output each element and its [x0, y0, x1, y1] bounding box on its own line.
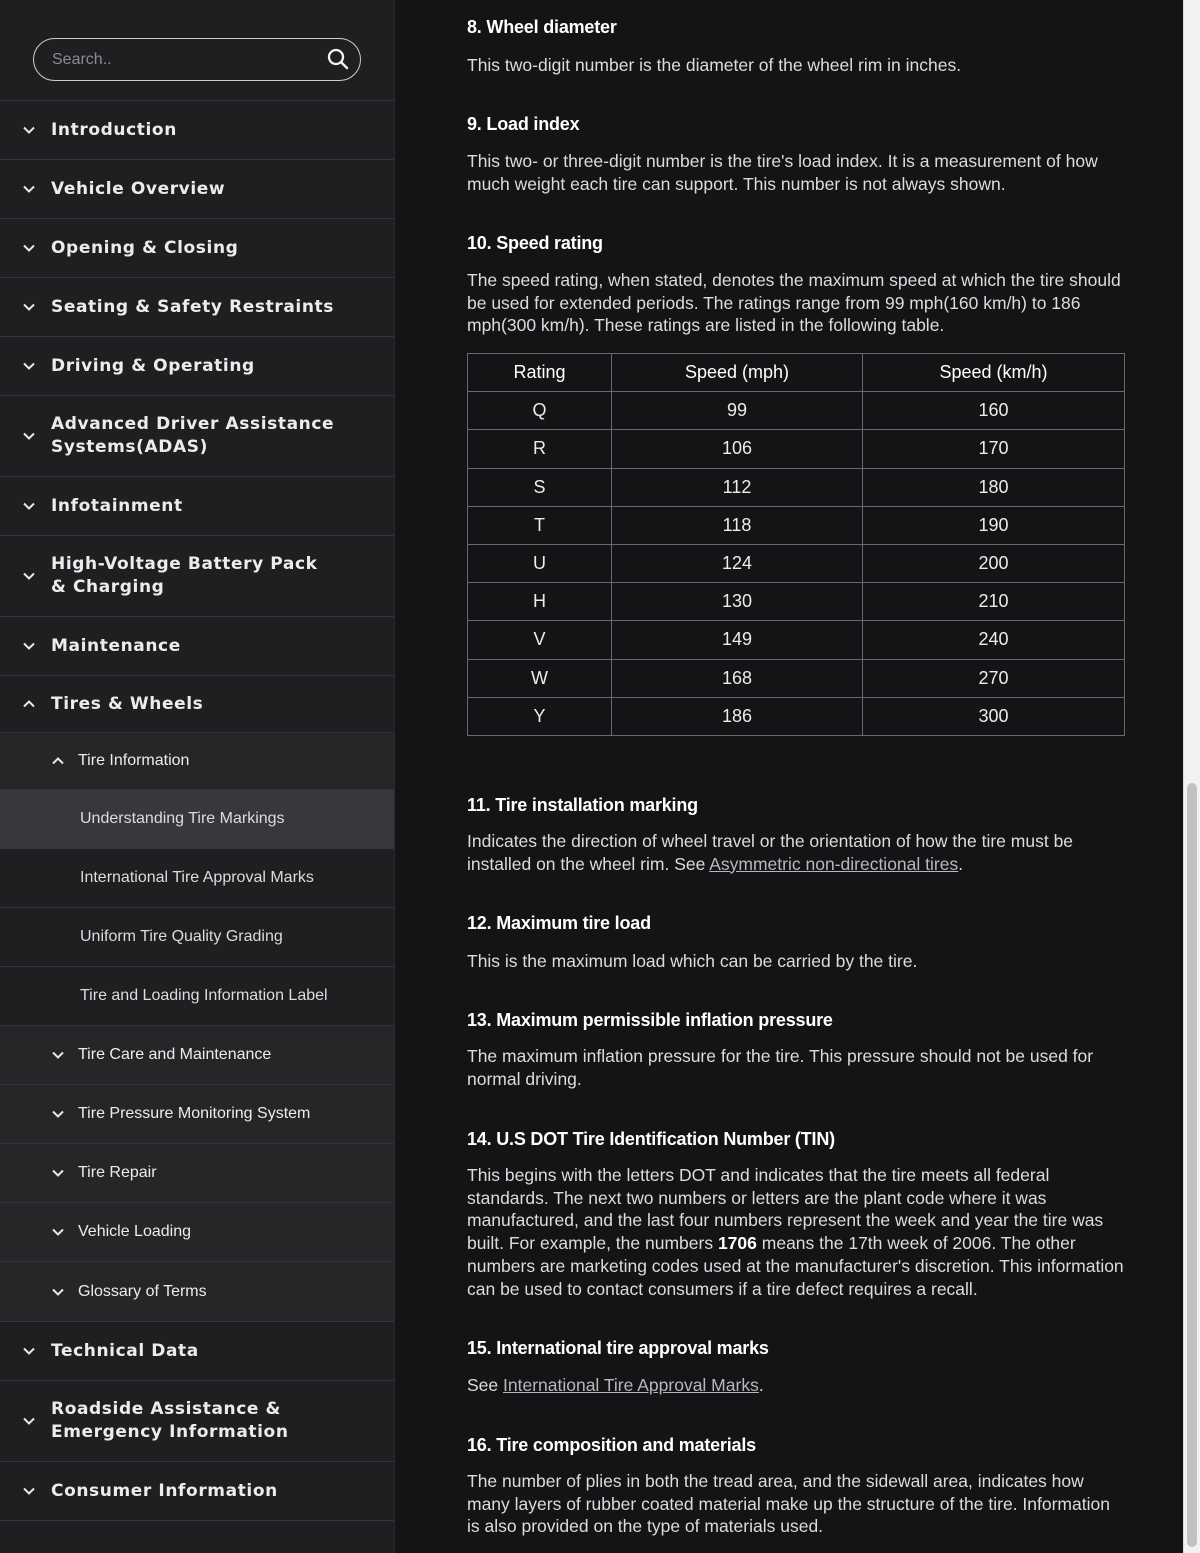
sidebar [0, 0, 395, 1553]
sidebar-item-label: Tire Pressure Monitoring System [78, 1105, 311, 1122]
body-text: . [758, 1375, 764, 1395]
section-body: This is the maximum load which can be carried by the tire. [467, 951, 918, 971]
sidebar-item-infotainment[interactable] [0, 477, 394, 536]
section-title: 10. Speed rating [467, 233, 603, 253]
chevron-down-icon [22, 182, 36, 196]
section-body [467, 1164, 1127, 1300]
body-text: This begins with the letters DOT and indicates that the tire meets all federal standards. The next two numbers or letters are the plant code where it was manufactured, and the last four numbers represent the week and year the tire was built. For example, the numbers [467, 1165, 1104, 1254]
sidebar-item-tires-wheels[interactable] [0, 676, 394, 733]
section-title: 8. Wheel diameter [467, 17, 617, 37]
table-cell: S [468, 468, 612, 506]
table-cell: 124 [612, 544, 863, 582]
table-cell: V [468, 621, 612, 659]
table-header: Rating [468, 354, 612, 392]
table-cell: 160 [863, 392, 1125, 430]
table-cell: Q [468, 392, 612, 430]
sidebar-item-tpms[interactable] [0, 1085, 394, 1144]
example-number: 1706 [717, 1233, 757, 1254]
sidebar-item-label: Tire and Loading Information Label [80, 987, 328, 1004]
sidebar-item-label: Tire Information [78, 752, 190, 769]
section-body: The maximum inflation pressure for the tire. This pressure should not be used for normal driving. [467, 1046, 1094, 1089]
table-cell: 130 [612, 583, 863, 621]
sidebar-item-driving-operating[interactable] [0, 337, 394, 396]
sidebar-item-label: Maintenance [51, 635, 181, 656]
table-cell: W [468, 659, 612, 697]
sidebar-item-technical-data[interactable] [0, 1322, 394, 1381]
chevron-down-icon [51, 1107, 65, 1121]
section-title: 11. Tire installation marking [467, 795, 698, 815]
chevron-down-icon [22, 300, 36, 314]
chevron-down-icon [22, 359, 36, 373]
sidebar-item-label: Glossary of Terms [78, 1282, 207, 1300]
sidebar-item-tire-loading-label[interactable] [0, 967, 394, 1026]
sidebar-item-tire-repair[interactable] [0, 1144, 394, 1203]
table-cell: 270 [863, 659, 1125, 697]
section-body [467, 1374, 1127, 1397]
sidebar-item-label: Infotainment [51, 495, 183, 516]
sidebar-item-international-tire-approval-marks[interactable] [0, 849, 394, 908]
table-header: Speed (mph) [612, 354, 863, 392]
table-row [468, 659, 1125, 697]
sidebar-item-tire-care[interactable] [0, 1026, 394, 1085]
section-title: 15. International tire approval marks [467, 1338, 769, 1358]
chevron-down-icon [22, 1344, 36, 1358]
section-body: This two- or three-digit number is the tire's load index. It is a measurement of how much weight each tire can support. This number is not always shown. [467, 151, 1098, 194]
chevron-down-icon [51, 1285, 65, 1299]
search-icon[interactable] [327, 48, 349, 70]
table-cell: Y [468, 697, 612, 735]
chevron-down-icon [22, 123, 36, 137]
chevron-down-icon [51, 1166, 65, 1180]
sidebar-item-tire-information[interactable] [0, 733, 394, 790]
sidebar-item-seating-safety[interactable] [0, 278, 394, 337]
search-input[interactable] [50, 39, 324, 81]
chevron-down-icon [22, 429, 36, 443]
sidebar-item-label: Opening & Closing [51, 237, 239, 258]
table-cell: 99 [612, 392, 863, 430]
scrollbar-thumb[interactable] [1187, 783, 1197, 1547]
table-cell: 112 [612, 468, 863, 506]
section-title: 16. Tire composition and materials [467, 1435, 756, 1455]
chevron-down-icon [51, 1048, 65, 1062]
sidebar-item-maintenance[interactable] [0, 617, 394, 676]
sidebar-item-opening-closing[interactable] [0, 219, 394, 278]
table-cell: 210 [863, 583, 1125, 621]
asymmetric-tires-link[interactable]: Asymmetric non-directional tires [709, 853, 959, 874]
chevron-down-icon [22, 1414, 36, 1428]
chevron-down-icon [22, 499, 36, 513]
sidebar-item-label: Seating & Safety Restraints [51, 296, 334, 317]
table-cell: 118 [612, 506, 863, 544]
chevron-up-icon [22, 697, 36, 711]
table-cell: R [468, 430, 612, 468]
sidebar-item-battery-charging[interactable] [0, 536, 394, 617]
international-approval-marks-link[interactable]: International Tire Approval Marks [503, 1375, 759, 1395]
sidebar-item-label: Tires & Wheels [51, 693, 204, 714]
body-text: means the 17th week of 2006. The other numbers are marketing codes used at the manufacturer's discretion. This information can be used to contact consumers if a tire defect requires a recall. [467, 1233, 1124, 1299]
sidebar-item-label: High-Voltage Battery Pack & Charging [51, 554, 318, 597]
sidebar-item-understanding-tire-markings[interactable] [0, 790, 394, 849]
search-area [0, 0, 394, 101]
sidebar-item-glossary[interactable] [0, 1262, 394, 1322]
sidebar-item-vehicle-overview[interactable] [0, 160, 394, 219]
section-title: 13. Maximum permissible inflation pressure [467, 1010, 833, 1030]
sidebar-item-label: Tire Repair [78, 1164, 157, 1181]
sidebar-item-label: Driving & Operating [51, 355, 255, 376]
table-cell: H [468, 583, 612, 621]
body-text: . [958, 853, 964, 874]
table-row [468, 544, 1125, 582]
table-cell: 170 [863, 430, 1125, 468]
section-body: The number of plies in both the tread area, and the sidewall area, indicates how many layers of rubber coated material make up the structure of the tire. Information is also provided on the type of materials used. [467, 1471, 1110, 1537]
chevron-down-icon [22, 1484, 36, 1498]
table-row [468, 697, 1125, 735]
sidebar-item-consumer-information[interactable] [0, 1462, 394, 1521]
table-cell: 300 [863, 697, 1125, 735]
sidebar-item-label: Vehicle Overview [51, 178, 226, 199]
sidebar-item-label: Vehicle Loading [78, 1223, 191, 1240]
sidebar-item-introduction[interactable] [0, 101, 394, 160]
table-cell: 106 [612, 430, 863, 468]
sidebar-item-label: Tire Care and Maintenance [78, 1046, 272, 1063]
speed-rating-table [467, 353, 1125, 736]
section-title: 14. U.S DOT Tire Identification Number (TIN) [467, 1129, 835, 1149]
chevron-down-icon [22, 639, 36, 653]
table-row [468, 430, 1125, 468]
body-text: See [467, 1375, 503, 1395]
table-cell: 168 [612, 659, 863, 697]
table-cell: 186 [612, 697, 863, 735]
section-title: 12. Maximum tire load [467, 913, 651, 933]
table-header: Speed (km/h) [863, 354, 1125, 392]
sidebar-item-roadside-assistance[interactable] [0, 1381, 394, 1462]
chevron-down-icon [51, 1225, 65, 1239]
sidebar-item-label: Uniform Tire Quality Grading [80, 928, 283, 945]
table-cell: T [468, 506, 612, 544]
sidebar-item-label: Consumer Information [51, 1480, 278, 1501]
chevron-up-icon [51, 754, 65, 768]
chevron-down-icon [22, 241, 36, 255]
section-body: This two-digit number is the diameter of the wheel rim in inches. [467, 55, 962, 75]
table-cell: U [468, 544, 612, 582]
section-body: The speed rating, when stated, denotes the maximum speed at which the tire should be used for extended periods. The ratings range from 99 mph(160 km/h) to 186 mph(300 km/h). These ratings are listed in the following table. [467, 270, 1121, 336]
table-cell: 180 [863, 468, 1125, 506]
section-title: 9. Load index [467, 114, 580, 134]
table-row [468, 468, 1125, 506]
section-body [467, 830, 1127, 875]
table-row [468, 506, 1125, 544]
search-box[interactable] [33, 38, 361, 81]
sidebar-item-adas[interactable] [0, 396, 394, 477]
table-row [468, 392, 1125, 430]
sidebar-item-label: Advanced Driver Assistance Systems(ADAS) [51, 414, 335, 457]
sidebar-item-vehicle-loading[interactable] [0, 1203, 394, 1262]
sidebar-item-label: International Tire Approval Marks [80, 869, 314, 886]
sidebar-item-label: Roadside Assistance & Emergency Information [51, 1399, 289, 1442]
sidebar-item-label: Technical Data [51, 1340, 199, 1361]
sidebar-item-label: Introduction [51, 119, 177, 140]
chevron-down-icon [22, 569, 36, 583]
table-row [468, 621, 1125, 659]
scrollbar[interactable] [1183, 0, 1200, 1553]
table-header-row [468, 354, 1125, 392]
table-row [468, 583, 1125, 621]
table-cell: 200 [863, 544, 1125, 582]
body-text: Indicates the direction of wheel travel or the orientation of how the tire must be installed on the wheel rim. See [467, 831, 1074, 874]
table-cell: 149 [612, 621, 863, 659]
sidebar-item-label: Understanding Tire Markings [80, 810, 285, 827]
table-cell: 190 [863, 506, 1125, 544]
sidebar-item-uniform-tire-quality-grading[interactable] [0, 908, 394, 967]
table-cell: 240 [863, 621, 1125, 659]
